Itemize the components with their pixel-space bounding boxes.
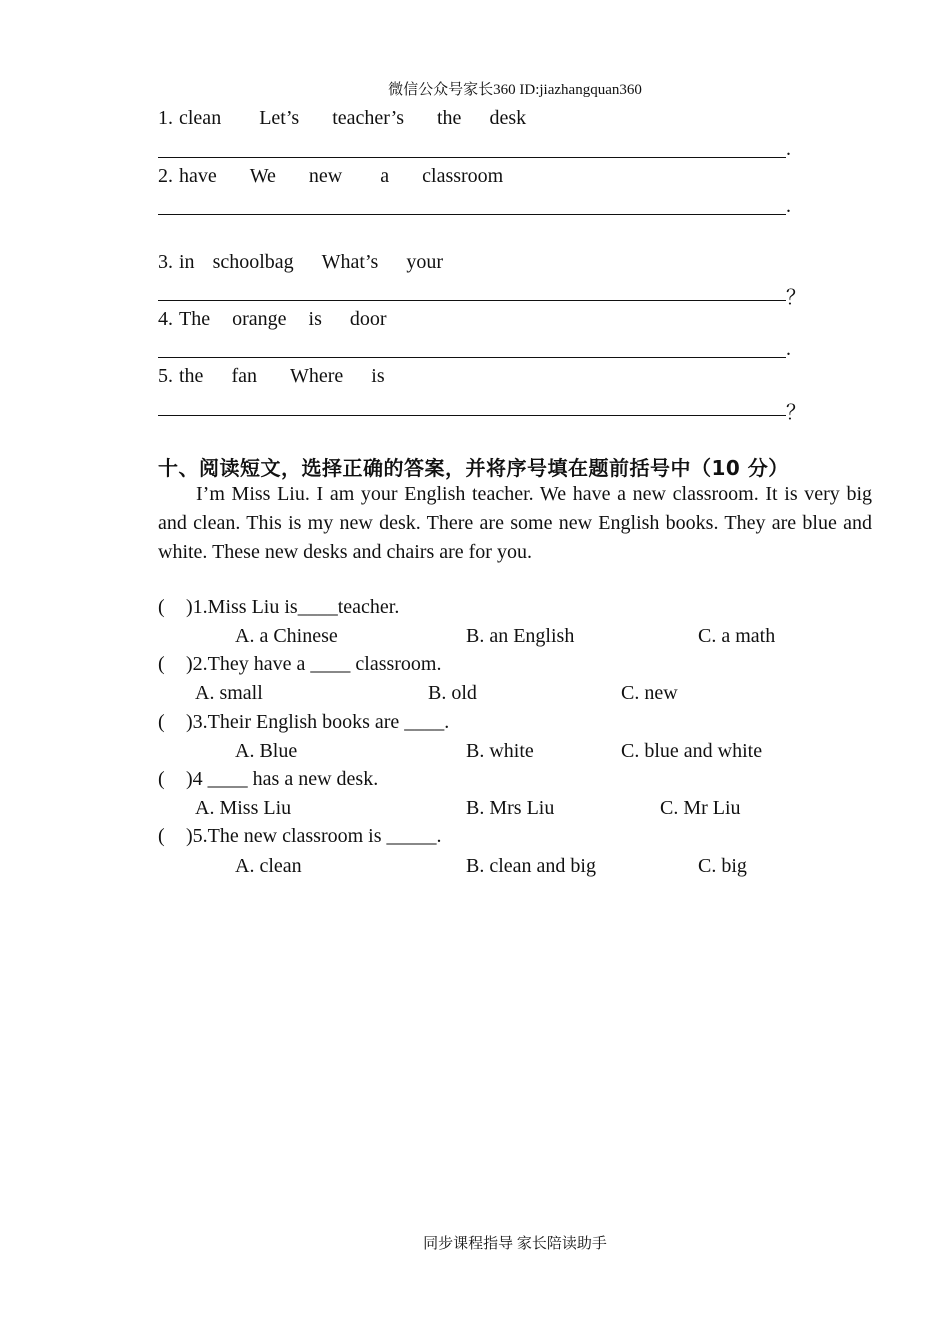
word: teacher’s (332, 107, 404, 129)
option-4b[interactable]: B. Mrs Liu (466, 797, 555, 819)
word: fan (231, 365, 257, 387)
header-watermark: 微信公众号家长360 ID:jiazhangquan360 (388, 82, 642, 98)
reorder-item-1 (158, 107, 550, 130)
reorder-item-3 (158, 251, 467, 274)
word: The (179, 308, 211, 330)
option-5a[interactable]: A. clean (235, 855, 302, 877)
answer-paren-open[interactable]: ( (158, 825, 165, 847)
option-3c[interactable]: C. blue and white (621, 740, 763, 762)
item-number: 1. (158, 107, 173, 129)
item-number: 3. (158, 251, 173, 273)
option-4a[interactable]: A. Miss Liu (195, 797, 292, 819)
question-stem: 1.Miss Liu is____teacher. (192, 596, 400, 618)
answer-paren-open[interactable]: ( (158, 711, 165, 733)
question-4 (158, 768, 378, 791)
option-5c[interactable]: C. big (698, 855, 747, 877)
question-3 (158, 711, 449, 734)
answer-paren-open[interactable]: ( (158, 653, 165, 675)
question-1 (158, 596, 399, 619)
reorder-item-2 (158, 165, 527, 188)
item-number: 2. (158, 165, 173, 187)
end-punct-2: . (786, 195, 791, 217)
word: new (308, 165, 343, 187)
reorder-item-5 (158, 365, 409, 388)
option-3b[interactable]: B. white (466, 740, 534, 762)
question-stem: 2.They have a ____ classroom. (192, 653, 442, 675)
section-title: 十、阅读短文，选择正确的答案，并将序号填在题前括号中（10 分） (158, 456, 789, 480)
end-punct-4: . (786, 338, 791, 360)
word: is (371, 365, 385, 387)
question-stem: 5.The new classroom is _____. (192, 825, 442, 847)
word: orange (232, 308, 287, 330)
option-5b[interactable]: B. clean and big (466, 855, 596, 877)
answer-line-1[interactable] (158, 157, 786, 158)
question-5 (158, 825, 442, 848)
end-punct-5: ？ (786, 402, 806, 424)
item-number: 5. (158, 365, 173, 387)
answer-paren-close: ) (186, 711, 193, 733)
word: have (179, 165, 217, 187)
option-1b[interactable]: B. an English (466, 625, 575, 647)
footer-text: 同步课程指导 家长陪读助手 (423, 1236, 607, 1252)
word: is (308, 308, 322, 330)
end-punct-1: . (786, 138, 791, 160)
answer-line-4[interactable] (158, 357, 786, 358)
word: your (406, 251, 443, 273)
word: classroom (422, 165, 504, 187)
answer-paren-close: ) (186, 596, 193, 618)
word: a (380, 165, 390, 187)
word: the (179, 365, 204, 387)
answer-line-2[interactable] (158, 214, 786, 215)
question-stem: 3.Their English books are ____. (192, 711, 450, 733)
word: the (437, 107, 462, 129)
option-1a[interactable]: A. a Chinese (235, 625, 338, 647)
answer-line-3[interactable] (158, 300, 786, 301)
reorder-item-4 (158, 308, 411, 331)
word: door (349, 308, 387, 330)
option-4c[interactable]: C. Mr Liu (660, 797, 741, 819)
answer-paren-close: ) (186, 768, 193, 790)
answer-paren-close: ) (186, 825, 193, 847)
word: Let’s (259, 107, 300, 129)
option-2c[interactable]: C. new (621, 682, 678, 704)
end-punct-3: ？ (786, 287, 806, 309)
option-3a[interactable]: A. Blue (235, 740, 298, 762)
item-number: 4. (158, 308, 173, 330)
word: in (179, 251, 195, 273)
word: schoolbag (212, 251, 294, 273)
word: Where (289, 365, 344, 387)
answer-paren-open[interactable]: ( (158, 768, 165, 790)
option-1c[interactable]: C. a math (698, 625, 776, 647)
answer-paren-open[interactable]: ( (158, 596, 165, 618)
option-2b[interactable]: B. old (428, 682, 477, 704)
answer-paren-close: ) (186, 653, 193, 675)
word: clean (179, 107, 222, 129)
option-2a[interactable]: A. small (195, 682, 263, 704)
word: We (249, 165, 276, 187)
word: desk (489, 107, 527, 129)
reading-passage (158, 480, 872, 567)
question-2 (158, 653, 442, 676)
passage-text: I’m Miss Liu. I am your English teacher. We have a new classroom. It is very big and clean. This is my new desk. There are some new English books. They are blue and white. These new desks and chairs are for you. (158, 483, 872, 563)
answer-line-5[interactable] (158, 415, 786, 416)
word: What’s (321, 251, 379, 273)
question-stem: 4 ____ has a new desk. (192, 768, 379, 790)
